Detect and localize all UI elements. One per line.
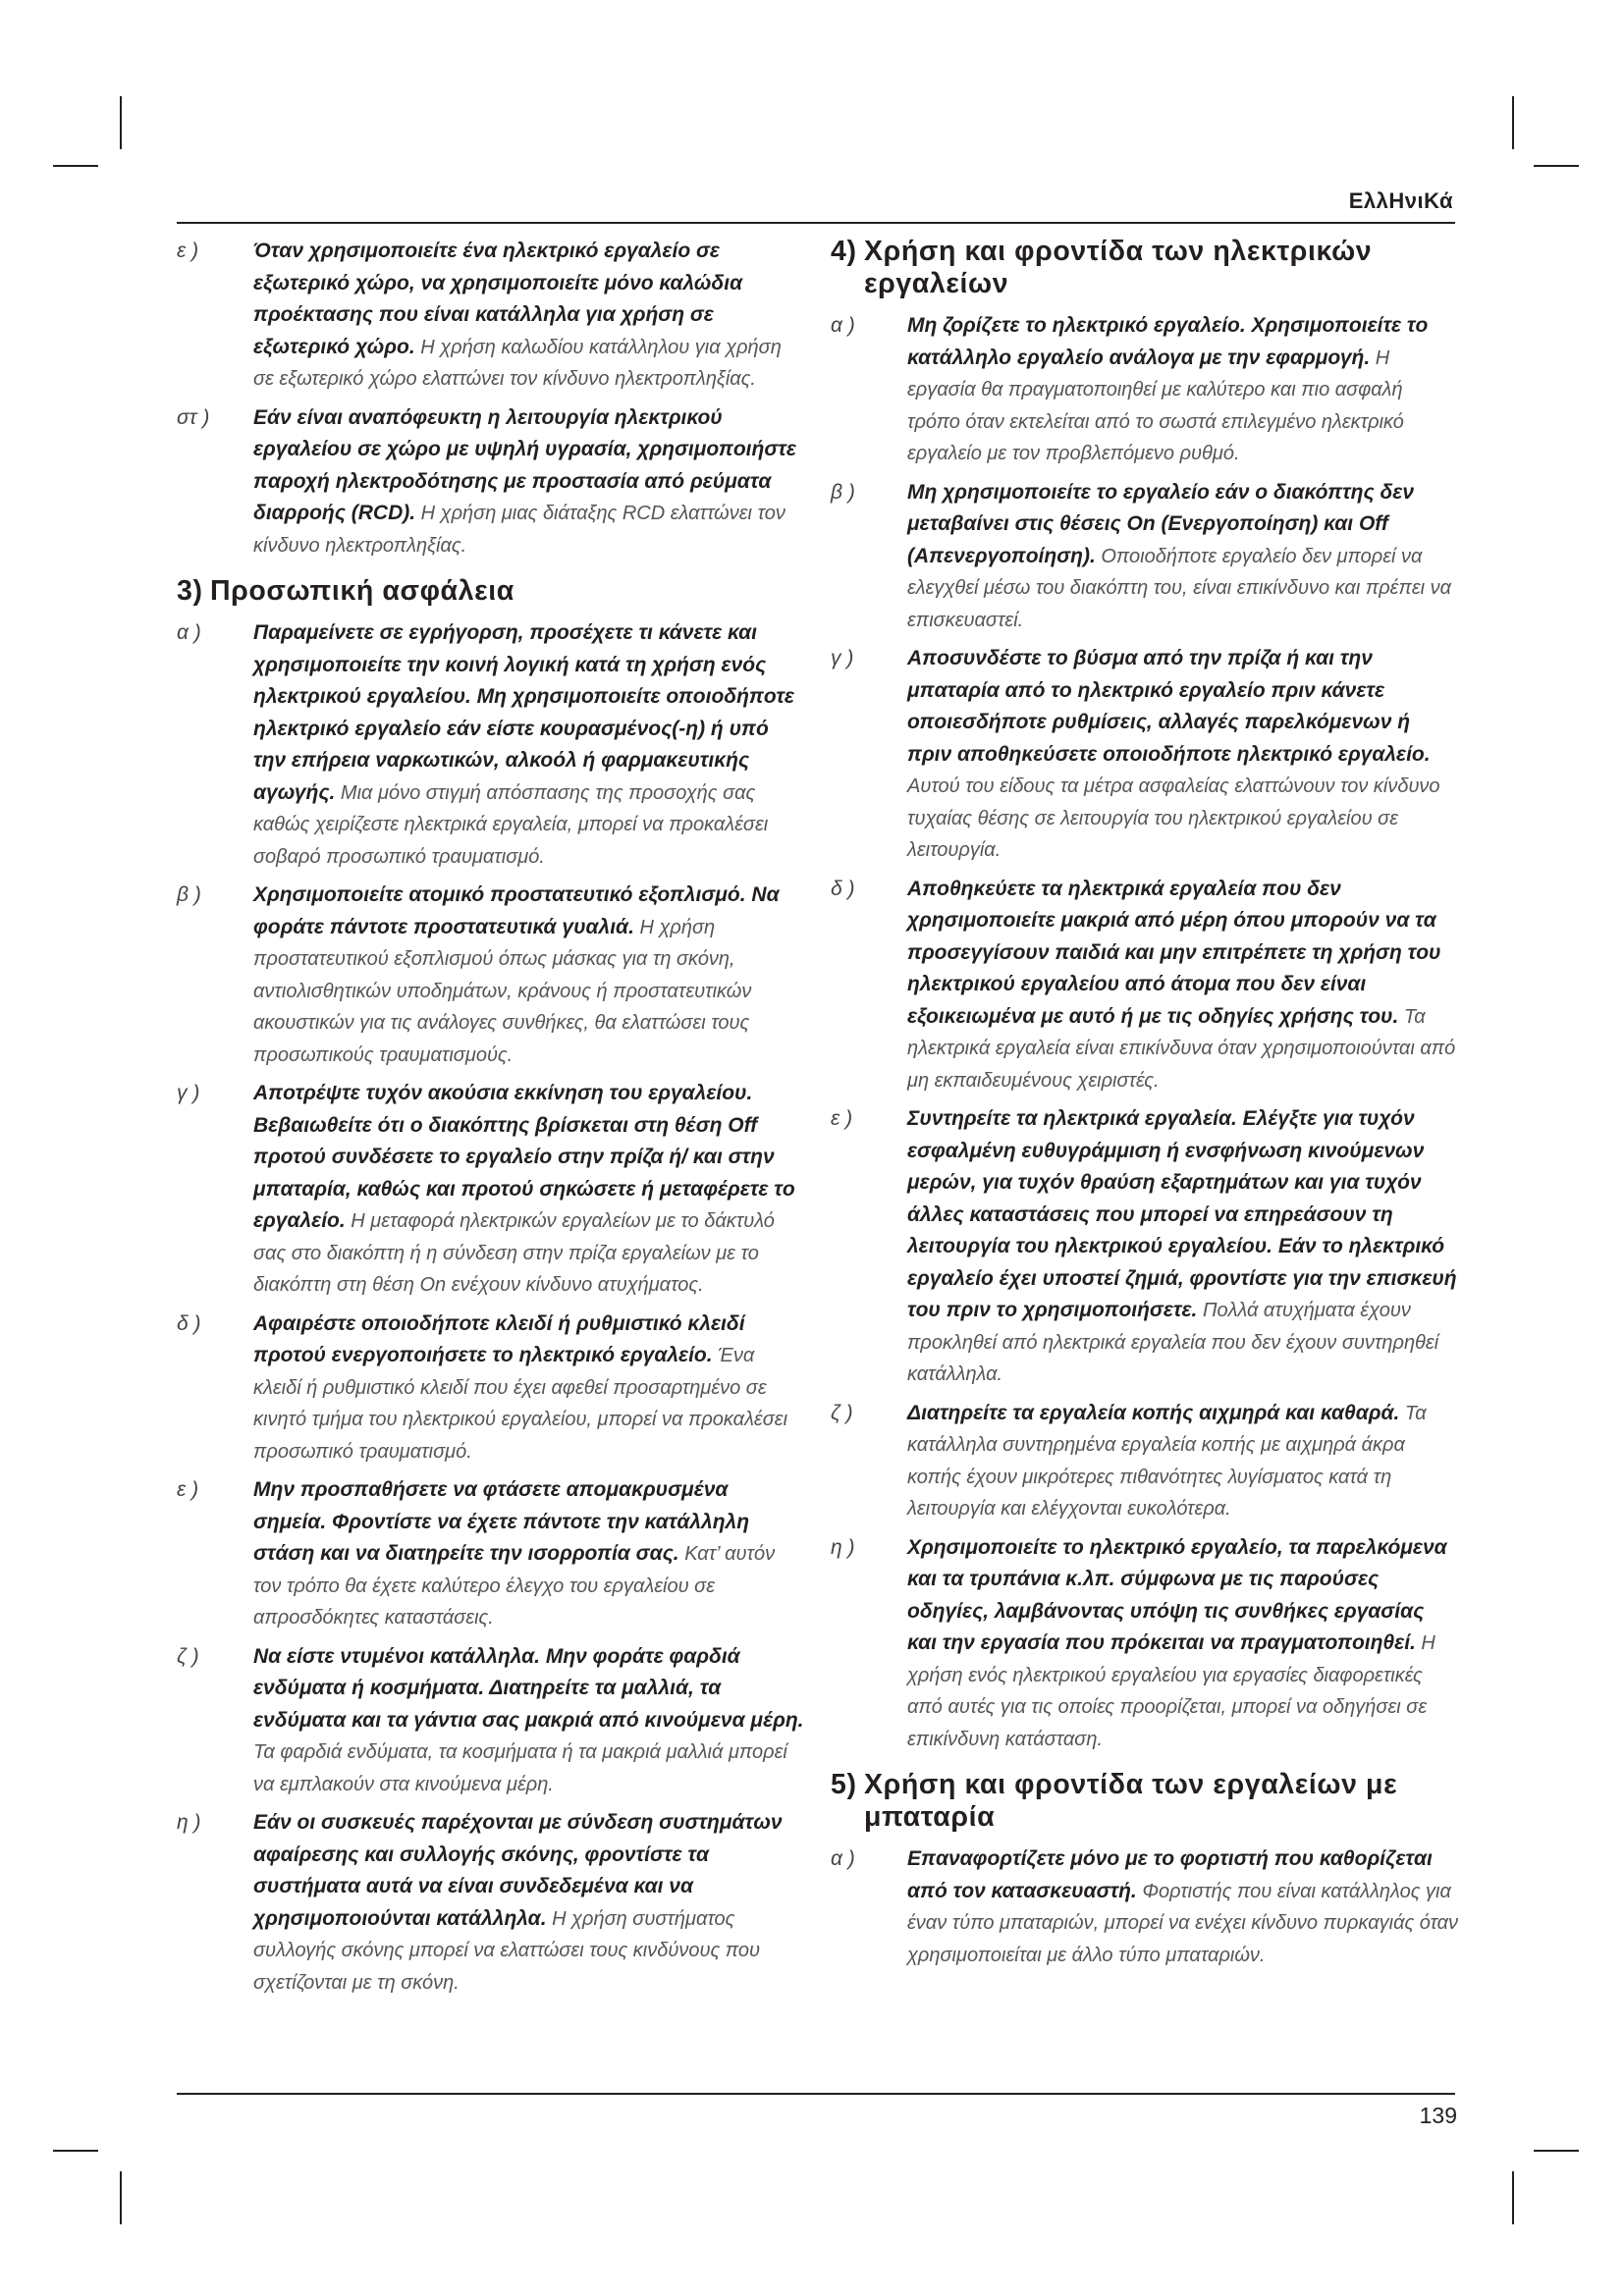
item-marker: ε ) [831,1107,853,1130]
section-title: Προσωπική ασφάλεια [210,575,514,607]
item-marker: δ ) [177,1311,201,1335]
item-instruction: Αποθηκεύετε τα ηλεκτρικά εργαλεία που δεν χρησιμοποιείτε μακριά από μέρη όπου μπορούν να τα προσεγγίσουν παιδιά και μην επιτρέπετε τη χρήση του ηλεκτρικού εργαλείου από άτομα που δεν είναι εξοικειωμένα με αυτό ή με τις οδηγίες χρήσης του. [907,877,1441,1028]
section-title: Χρήση και φροντίδα των ηλεκτρικών εργαλείων [864,236,1373,299]
item-marker: η ) [831,1535,855,1559]
item-marker: στ ) [177,405,210,429]
item-instruction: Μην προσπαθήσετε να φτάσετε απομακρυσμένα σημεία. Φροντίστε να έχετε πάντοτε την κατάλληλη στάση και να διατηρείτε την ισορροπία σας. [253,1478,750,1565]
crop-mark [1512,2171,1514,2224]
item-explanation: Τα κατάλληλα συντηρημένα εργαλεία κοπής με αιχμηρά άκρα κοπής έχουν μικρότερες πιθανότητες λυγίσματος κατά τη λειτουργία και ελέγχονται ευκολότερα. [907,1402,1427,1520]
list-item [831,1398,1459,1525]
item-marker: η ) [177,1811,201,1834]
item-explanation: Η χρήση συστήματος συλλογής σκόνης μπορεί να ελαττώσει τους κινδύνους που σχετίζονται με τη σκόνη. [253,1907,760,1994]
item-marker: ζ ) [177,1644,199,1668]
left-column [177,236,805,2005]
item-explanation: Φορτιστής που είναι κατάλληλος για έναν τύπο μπαταριών, μπορεί να ενέχει κίνδυνο πυρκαγιάς όταν χρησιμοποιείται με άλλο τύπο μπαταριών. [907,1880,1459,1966]
list-item [177,1078,805,1302]
list-item [831,310,1459,470]
list-item [831,1843,1459,1971]
section-heading [831,236,1459,300]
item-explanation: Μια μόνο στιγμή απόσπασης της προσοχής σας καθώς χειρίζεστε ηλεκτρικά εργαλεία, μπορεί να προκαλέσει σοβαρό προσωπικό τραυματισμό. [253,781,769,868]
right-column [831,236,1459,1978]
item-marker: γ ) [831,647,854,669]
item-marker: α ) [177,621,201,644]
item-explanation: Οποιοδήποτε εργαλείο δεν μπορεί να ελεγχθεί μέσω του διακόπτη του, είναι επικίνδυνο και πρέπει να επισκευαστεί. [907,545,1452,631]
item-marker: α ) [831,314,855,337]
item-explanation: Η χρήση καλωδίου κατάλληλου για χρήση σε εξωτερικό χώρο ελαττώνει τον κίνδυνο ηλεκτροπληξίας. [253,336,782,390]
item-instruction: Εάν είναι αναπόφευκτη η λειτουργία ηλεκτρικού εργαλείου σε χώρο με υψηλή υγρασία, χρησιμοποιήστε παροχή ηλεκτροδότησης με προστασία από ρεύματα διαρροής (RCD). [253,405,796,524]
language-label: ΕλλΗνιΚά [1348,188,1453,213]
item-explanation: Κατ’ αυτόν τον τρόπο θα έχετε καλύτερο έλεγχο του εργαλείου σε απροσδόκητες καταστάσεις. [253,1543,776,1629]
section-number: 3) [177,575,203,607]
list-item [177,1474,805,1634]
section-number: 5) [831,1769,857,1800]
item-marker: ε ) [177,240,199,262]
item-marker: ε ) [177,1478,199,1501]
header-rule [177,222,1455,224]
item-explanation: Τα ηλεκτρικά εργαλεία είναι επικίνδυνα όταν χρησιμοποιούνται από μη εκπαιδευμένους χειριστές. [907,1005,1456,1092]
item-instruction: Παραμείνετε σε εγρήγορση, προσέχετε τι κάνετε και χρησιμοποιείτε την κοινή λογική κατά τη χρήση ενός ηλεκτρικού εργαλείου. Μη χρησιμοποιείτε οποιοδήποτε ηλεκτρικό εργαλείο εάν είστε κουρασμένος(-η) ή υπό την επήρεια ναρκωτικών, αλκοόλ ή φαρμακευτικής αγωγής. [253,621,794,804]
list-item [177,880,805,1071]
item-instruction: Μη χρησιμοποιείτε το εργαλείο εάν ο διακόπτης δεν μεταβαίνει στις θέσεις On (Ενεργοποίηση) και Off (Απενεργοποίηση). [907,480,1415,567]
list-item [177,1807,805,1999]
footer-rule [177,2093,1455,2095]
crop-mark [120,96,122,149]
list-item [177,617,805,873]
item-instruction: Να είστε ντυμένοι κατάλληλα. Μην φοράτε φαρδιά ενδύματα ή κοσμήματα. Διατηρείτε τα μαλλιά, τα ενδύματα και τα γάντια σας μακριά από κινούμενα μέρη. [253,1644,804,1732]
item-explanation: Η χρήση ενός ηλεκτρικού εργαλείου για εργασίες διαφορετικές από αυτές για τις οποίες προορίζεται, μπορεί να οδηγήσει σε επικίνδυνη κατάσταση. [907,1632,1435,1750]
section-heading [177,575,805,608]
crop-mark [1512,96,1514,149]
item-explanation: Αυτού του είδους τα μέτρα ασφαλείας ελαττώνουν τον κίνδυνο τυχαίας θέσης σε λειτουργία του ηλεκτρικού εργαλείου σε λειτουργία. [907,775,1440,861]
list-item [177,1308,805,1468]
item-instruction: Εάν οι συσκευές παρέχονται με σύνδεση συστημάτων αφαίρεσης και συλλογής σκόνης, φροντίστε τα συστήματα αυτά να είναι συνδεδεμένα και να χρησιμοποιούνται κατάλληλα. [253,1811,783,1930]
item-marker: β ) [177,883,201,906]
item-instruction: Επαναφορτίζετε μόνο με το φορτιστή που καθορίζεται από τον κατασκευαστή. [907,1847,1433,1902]
section-heading [831,1769,1459,1834]
crop-mark [1534,165,1579,167]
item-instruction: Χρησιμοποιείτε ατομικό προστατευτικό εξοπλισμό. Να φοράτε πάντοτε προστατευτικά γυαλιά. [253,883,780,938]
item-instruction: Χρησιμοποιείτε το ηλεκτρικό εργαλείο, τα παρελκόμενα και τα τρυπάνια κ.λπ. σύμφωνα με τις παρούσες οδηγίες, λαμβάνοντας υπόψη τις συνθήκες εργασίας και την εργασία που πρόκειται να πραγματοποιηθεί. [907,1535,1447,1654]
list-item [831,643,1459,867]
list-item [831,477,1459,637]
item-explanation: Η εργασία θα πραγματοποιηθεί με καλύτερο και πιο ασφαλή τρόπο όταν εκτελείται από το σωστά επιλεγμένο ηλεκτρικό εργαλείο με τον προβλεπόμενο ρυθμό. [907,347,1404,464]
item-instruction: Διατηρείτε τα εργαλεία κοπής αιχμηρά και καθαρά. [907,1401,1400,1424]
crop-mark [120,2171,122,2224]
item-marker: γ ) [177,1082,200,1104]
item-explanation: Η μεταφορά ηλεκτρικών εργαλείων με το δάκτυλό σας στο διακόπτη ή η σύνδεση στην πρίζα εργαλείων με το διακόπτη στη θέση On ενέχουν κίνδυνο ατυχήματος. [253,1210,775,1296]
item-instruction: Μη ζορίζετε το ηλεκτρικό εργαλείο. Χρησιμοποιείτε το κατάλληλο εργαλείο ανάλογα με την εφαρμογή. [907,314,1429,369]
item-instruction: Αποτρέψτε τυχόν ακούσια εκκίνηση του εργαλείου. Βεβαιωθείτε ότι ο διακόπτης βρίσκεται στη θέση Off προτού συνδέσετε το εργαλείο στην πρίζα ή/ και στην μπαταρία, καθώς και προτού σηκώσετε ή μεταφέρετε το εργαλείο. [253,1082,795,1232]
item-instruction: Αφαιρέστε οποιοδήποτε κλειδί ή ρυθμιστικό κλειδί προτού ενεργοποιήσετε το ηλεκτρικό εργαλείο. [253,1311,745,1366]
list-item [831,1532,1459,1756]
crop-mark [53,2150,98,2152]
item-marker: β ) [831,480,855,504]
list-item [831,1103,1459,1391]
item-instruction: Αποσυνδέστε το βύσμα από την πρίζα ή και την μπαταρία από το ηλεκτρικό εργαλείο πριν κάνετε οποιεσδήποτε ρυθμίσεις, αλλαγές παρελκόμενων ή πριν αποθηκεύσετε οποιοδήποτε ηλεκτρικό εργαλείο. [907,647,1431,766]
item-marker: α ) [831,1847,855,1870]
list-item [177,236,805,396]
item-instruction: Συντηρείτε τα ηλεκτρικά εργαλεία. Ελέγξτε για τυχόν εσφαλμένη ευθυγράμμιση ή ενσφήνωση κινούμενων μερών, για τυχόν θραύση εξαρτημάτων και για τυχόν άλλες καταστάσεις που μπορεί να επηρεάσουν τη λειτουργία του ηλεκτρικού εργαλείου. Εάν το ηλεκτρικό εργαλείο έχει υποστεί ζημιά, φροντίστε για την επισκευή του πριν το χρησιμοποιήσετε. [907,1107,1457,1321]
section-number: 4) [831,236,857,267]
list-item [831,874,1459,1097]
item-marker: δ ) [831,877,855,900]
item-explanation: Πολλά ατυχήματα έχουν προκληθεί από ηλεκτρικά εργαλεία που δεν έχουν συντηρηθεί κατάλληλα. [907,1300,1439,1385]
item-explanation: Τα φαρδιά ενδύματα, τα κοσμήματα ή τα μακριά μαλλιά μπορεί να εμπλακούν στα κινούμενα μέρη. [253,1741,787,1795]
crop-mark [53,165,98,167]
item-explanation: Ένα κλειδί ή ρυθμιστικό κλειδί που έχει αφεθεί προσαρτημένο σε κινητό τμήμα του ηλεκτρικού εργαλείου, μπορεί να προκαλέσει προσωπικό τραυματισμό. [253,1345,788,1463]
section-title: Χρήση και φροντίδα των εργαλείων με μπαταρία [864,1769,1398,1833]
list-item [177,1641,805,1801]
crop-mark [1534,2150,1579,2152]
item-explanation: Η χρήση προστατευτικού εξοπλισμού όπως μάσκας για τη σκόνη, αντιολισθητικών υποδημάτων, κράνους ή προστατευτικών ακουστικών για τις ανάλογες συνθήκες, θα ελαττώσει τους προσωπικούς τραυματισμούς. [253,916,752,1066]
item-explanation: Η χρήση μιας διάταξης RCD ελαττώνει τον κίνδυνο ηλεκτροπληξίας. [253,503,785,557]
page-number: 139 [1419,2103,1457,2128]
item-instruction: Όταν χρησιμοποιείτε ένα ηλεκτρικό εργαλείο σε εξωτερικό χώρο, να χρησιμοποιείτε μόνο καλώδια προέκτασης που είναι κατάλληλα για χρήση σε εξωτερικό χώρο. [253,240,743,358]
item-marker: ζ ) [831,1401,853,1424]
list-item [177,402,805,562]
